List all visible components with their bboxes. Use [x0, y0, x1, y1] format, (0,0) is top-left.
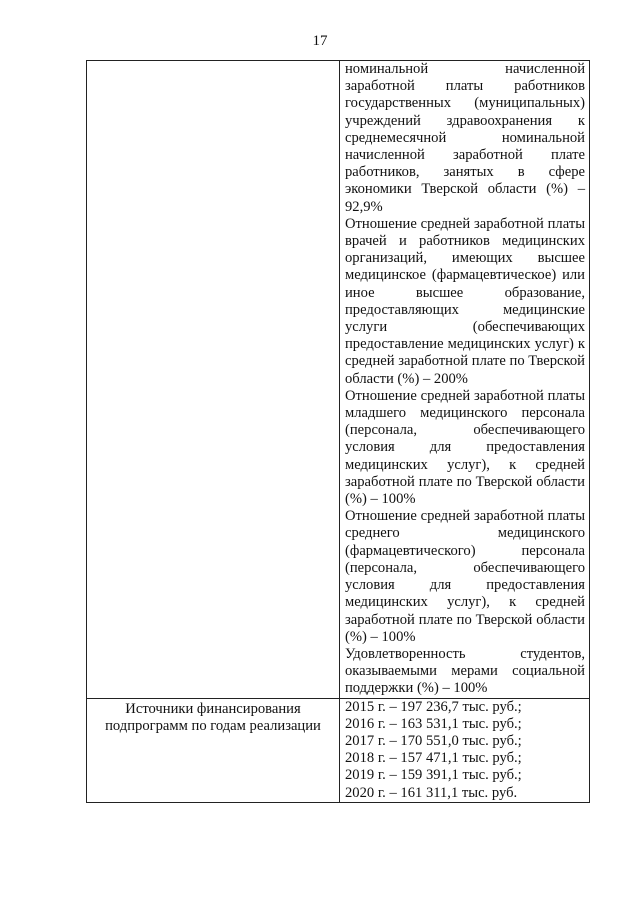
passport-table [86, 60, 590, 803]
financing-year-2020: 2020 г. – 161 311,1 тыс. руб. [345, 784, 518, 801]
indicator-paragraph-doctors-wage: Отношение средней заработной платы врачей и работников медицинских организаций, имеющих высшее медицинское (фармацевтическое) или иное высшее образование, предоставляющих медицинские услуги (обеспечивающих предоставление медицинских услуг) к средней заработной плате по Тверской области (%) – 200% [345, 215, 585, 387]
financing-year-2016: 2016 г. – 163 531,1 тыс. руб.; [345, 715, 522, 732]
indicators-label-cell [87, 61, 340, 699]
indicator-paragraph-student-satisfaction: Удовлетворенность студентов, оказываемыми мерами социальной поддержки (%) – 100% [345, 645, 585, 697]
indicator-paragraph-middle-staff-wage: Отношение средней заработной платы среднего медицинского (фармацевтического) персонала (персонала, обеспечивающего условия для предоставления медицинских услуг), к средней заработной плате по Тверской области (%) – 100% [345, 508, 585, 645]
financing-years-cell [340, 698, 590, 802]
financing-label-line-1: Источники финансирования [125, 700, 301, 717]
financing-label-line-2: подпрограмм по годам реализации [105, 717, 321, 734]
page-number: 17 [312, 33, 328, 49]
table-row-indicators [87, 61, 590, 699]
financing-label-cell [87, 698, 340, 802]
indicator-paragraph-junior-staff-wage: Отношение средней заработной платы младшего медицинского персонала (персонала, обеспечивающего условия для предоставления медицинских услуг), к средней заработной плате по Тверской области (%) – 100% [345, 387, 585, 508]
financing-year-2017: 2017 г. – 170 551,0 тыс. руб.; [345, 732, 522, 749]
table-row-financing [87, 698, 590, 802]
financing-year-2019: 2019 г. – 159 391,1 тыс. руб.; [345, 767, 522, 784]
indicators-value-cell [340, 61, 590, 699]
financing-year-2015: 2015 г. – 197 236,7 тыс. руб.; [345, 698, 522, 715]
financing-year-2018: 2018 г. – 157 471,1 тыс. руб.; [345, 750, 522, 767]
indicator-paragraph-wage-ratio: номинальной начисленной заработной платы работников государственных (муниципальных) учреждений здравоохранения к среднемесячной номинальной начисленной заработной плате работников, занятых в сфере экономики Тверской области (%) – 92,9% [345, 61, 585, 215]
